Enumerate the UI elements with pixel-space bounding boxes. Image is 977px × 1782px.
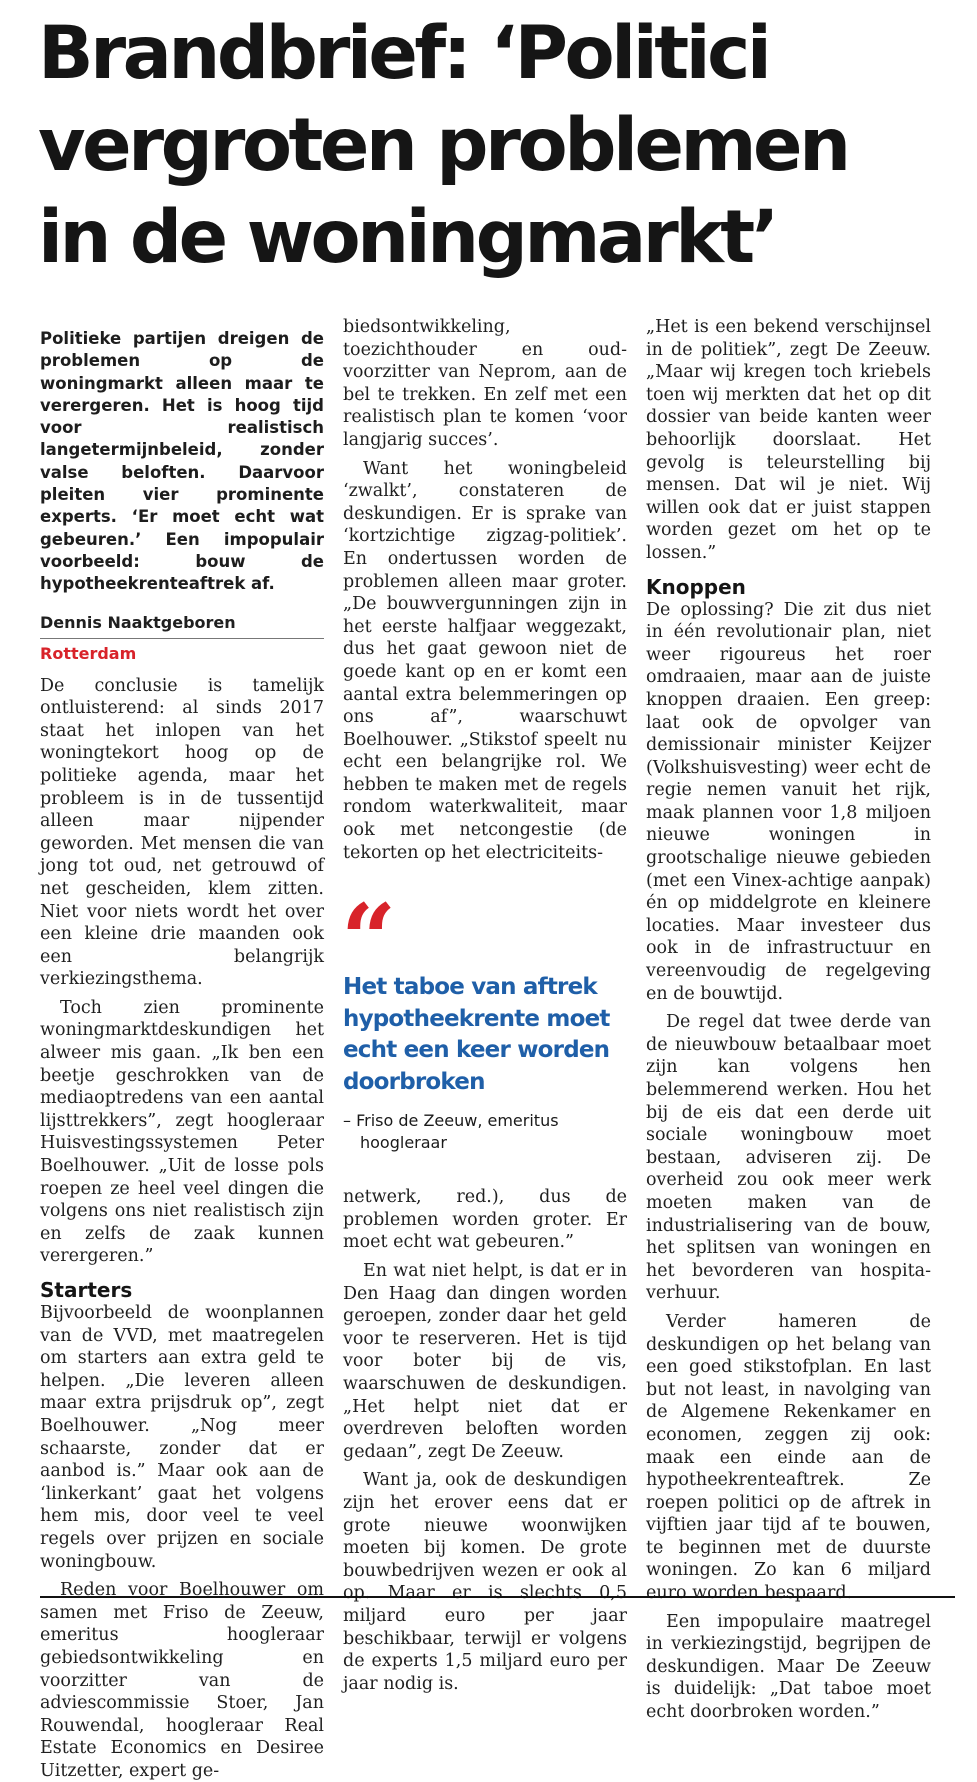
body-paragraph: Bijvoorbeeld de woonplannen van de VVD, met maatregelen om starters aan extra geld te helpen. „Die leveren alleen maar extra prijsdruk op”, zegt Boelhouwer. „Nog meer schaarste, zonder dat er aanbod is.” Maar ook aan de ‘linkerkant’ gaat het volgens hem mis, door veel te veel regels over prijzen en sociale woningbouw. — [40, 1303, 324, 1572]
pull-quote-attribution — [343, 1110, 627, 1154]
intro-lead: Politieke partijen dreigen de problemen op de woningmarkt alleen maar te verergeren. Het is hoog tijd voor realistisch langetermijnbeleid, zonder valse beloften. Daarvoor pleiten vier prominente experts. ‘Er moet echt wat gebeuren.’ Een impopulair voorbeeld: bouw de hypotheekrenteaftrek af. — [40, 329, 324, 594]
quote-mark-icon: “ — [341, 883, 387, 997]
body-paragraph: De regel dat twee derde van de nieuwbouw betaalbaar moet zijn kan volgens hen belemmerend werken. Hou het bij de eis dat een derde uit sociale woningbouw moet bestaan, adviseren zij. De overheid zou ook meer werk moeten maken van de industrialisering van de bouw, het splitsen van woningen en het bevorderen van hospita-verhuur. — [646, 1012, 931, 1304]
body-paragraph: De oplossing? Die zit dus niet in één revolutionair plan, niet weer rigoureus het roer omdraaien, maar aan de juiste knoppen draaien. Een greep: laat ook de opvolger van demissionair minister Keijzer (Volkshuisvesting) weer echt de regie nemen vanuit het rijk, maak plannen voor 1,8 miljoen nieuwe woningen in grootschalige nieuwe gebieden (met een Vinex-achtige aanpak) én op middelgrote en kleinere locaties. Maar investeer dus ook in de infrastructuur en vereenvoudig de regelgeving en de bouwtijd. — [646, 599, 931, 1004]
body-paragraph: Want ja, ook de deskundigen zijn het erover eens dat er grote nieuwe woonwijken moeten bij komen. De grote bouwbedrijven wezen er ook al op. Maar er is slechts 0,5 miljard euro per jaar beschikbaar, terwijl er volgens de experts 1,5 miljard euro per jaar nodig is. — [343, 1470, 627, 1694]
body-paragraph: En wat niet helpt, is dat er in Den Haag dan dingen worden geroepen, zonder daar het geld voor te reserveren. Het is tijd voor boter bij de vis, waarschuwen de deskundigen. „Het helpt niet dat er overdreven beloften worden gedaan”, zegt De Zeeuw. — [343, 1261, 627, 1462]
pull-quote-attribution-line-2: hoogleraar — [360, 1133, 447, 1153]
article-column-2 — [343, 316, 627, 1695]
pull-quote — [341, 883, 627, 1154]
body-paragraph: Toch zien prominente woningmarktdeskundigen het alweer mis gaan. „Ik ben een beetje geschrokken van de mediaoptredens van een aantal lijsttrekkers”, zegt hoogleraar Huisvestingssystemen Peter Boelhouwer. „Uit de losse pols roepen ze heel veel dingen die volgens ons niet realistisch zijn en zelfs de zaak kunnen verergeren.” — [40, 997, 324, 1267]
byline-author: Dennis Naaktgeboren — [40, 612, 236, 632]
body-paragraph: Want het woningbeleid ‘zwalkt’, constateren de deskundigen. Er is sprake van ‘kortzichtige zigzag-politiek’. En ondertussen worden de problemen alleen maar groter. „De bouwvergunningen zijn in het eerste halfjaar weggezakt, dus het gaat gewoon niet de goede kant op en er komt een aantal extra belemmeringen op ons af”, waarschuwt Boelhouwer. „Stikstof speelt nu echt een belangrijke rol. We hebben te maken met de regels rondom waterkwaliteit, maar ook met netcongestie (de tekorten op het electriciteits- — [343, 458, 627, 863]
subhead-knoppen: Knoppen — [646, 574, 746, 599]
body-paragraph: Verder hameren de deskundigen op het belang van een goed stikstofplan. En last but not least, in navolging van de Algemene Rekenkamer en economen, zeggen zij ook: maak een einde aan de hypotheekrenteaftrek. Ze roepen politici op de aftrek in vijftien jaar tijd af te bouwen, te beginnen met de duurste woningen. Zo kan 6 miljard euro worden bespaard. — [646, 1311, 931, 1604]
body-paragraph: De conclusie is tamelijk ontluisterend: al sinds 2017 staat het inlopen van het woningtekort hoog op de politieke agenda, maar het probleem is in de tussentijd alleen maar nijpender geworden. Met mensen die van jong tot oud, net getrouwd of net gescheiden, klem zitten. Niet voor niets wordt het over een kleine drie maanden ook een belangrijk verkiezingsthema. — [40, 675, 324, 990]
byline-place: Rotterdam — [40, 643, 137, 663]
pull-quote-text: Het taboe van aftrek hypotheekrente moet echt een keer worden doorbroken — [343, 974, 610, 1095]
headline — [38, 8, 958, 284]
article-column-1 — [40, 328, 324, 1782]
body-paragraph: biedsontwikkeling, toezichthouder en oud-voorzitter van Neprom, aan de bel te trekken. En zelf met een realistisch plan te komen ‘voor langjarig succes’. — [343, 317, 627, 450]
headline-line-3: in de woningmarkt’ — [38, 195, 776, 280]
article-column-3 — [646, 316, 931, 1724]
body-paragraph: Een impopulaire maatregel in verkiezingstijd, begrijpen de deskundigen. Maar De Zeeuw is duidelijk: „Dat taboe moet echt doorbroken worden.” — [646, 1611, 931, 1723]
byline-divider — [40, 638, 324, 639]
headline-line-1: Brandbrief: ‘Politici — [38, 11, 769, 96]
subhead-starters: Starters — [40, 1278, 133, 1302]
body-paragraph: netwerk, red.), dus de problemen worden groter. Er moet echt wat gebeuren.” — [343, 1187, 627, 1253]
bottom-divider — [40, 1596, 955, 1598]
body-paragraph: Reden voor Boelhouwer om samen met Friso de Zeeuw, emeritus hoogleraar gebiedsontwikkeling en voorzitter van de adviescommissie Stoer, Jan Rouwendal, hoogleraar Real Estate Economics en Desiree Uitzetter, expert ge- — [40, 1580, 324, 1781]
headline-line-2: vergroten problemen — [38, 103, 848, 188]
body-paragraph: „Het is een bekend verschijnsel in de politiek”, zegt De Zeeuw. „Maar wij kregen toch kriebels toen wij merkten dat het op dit dossier van beide kanten weer behoorlijk doorslaat. Het gevolg is teleurstelling bij mensen. Dat wil je niet. Wij willen ook dat er juist stappen worden gezet om het op te lossen.” — [646, 317, 931, 563]
pull-quote-attribution-line-1: – Friso de Zeeuw, emeritus — [343, 1111, 559, 1131]
